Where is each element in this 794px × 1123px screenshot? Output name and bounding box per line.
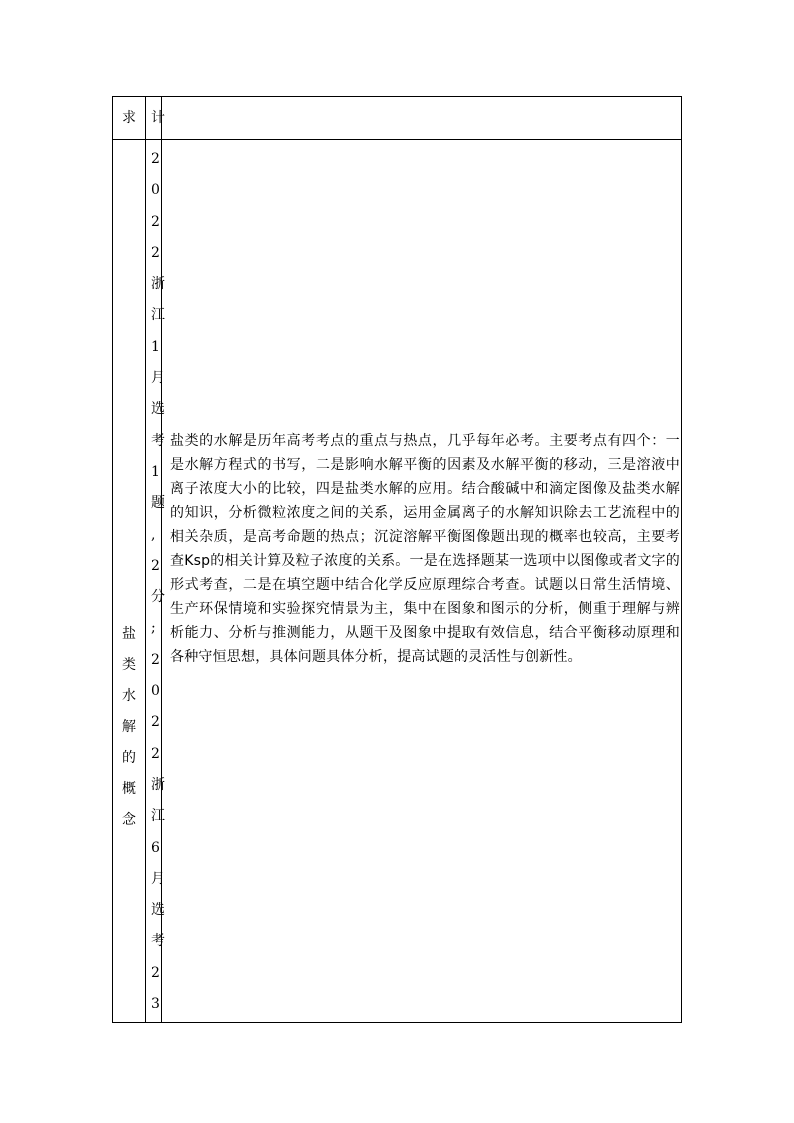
topic-cell	[113, 139, 145, 1022]
topic-char: 盐	[122, 626, 136, 642]
source-char: 2	[151, 213, 160, 230]
topic-char: 念	[122, 812, 136, 828]
source-char: 2	[151, 151, 160, 167]
source-char: 考	[151, 432, 165, 449]
source-char: 题	[151, 495, 165, 512]
source-char: 3	[151, 996, 160, 1013]
source-char: 0	[151, 683, 160, 700]
source-char: ;	[151, 620, 156, 637]
source-char: 2	[151, 745, 160, 762]
header-cell-requirement: 求	[122, 110, 136, 126]
row-divider	[113, 139, 681, 140]
source-char: 分	[151, 589, 165, 606]
source-char: 6	[151, 839, 160, 856]
source-char: 选	[151, 401, 165, 418]
source-char: 2	[151, 244, 160, 261]
source-char: 江	[151, 307, 165, 324]
source-char: 2	[151, 964, 160, 981]
source-char: 浙	[151, 776, 165, 793]
source-char: 1	[151, 338, 160, 355]
source-char: 2	[151, 714, 160, 731]
document-table	[112, 96, 682, 1023]
source-char: ,	[151, 526, 156, 543]
source-char: 考	[151, 933, 165, 950]
source-char: 1	[151, 463, 160, 480]
topic-char: 的	[122, 750, 136, 766]
topic-char: 概	[122, 781, 136, 797]
source-char: 月	[151, 370, 165, 387]
topic-char: 类	[122, 657, 136, 673]
topic-char: 解	[122, 719, 136, 735]
source-char: 月	[151, 870, 165, 887]
source-char: 2	[151, 651, 160, 668]
topic-title	[113, 619, 145, 836]
source-char: 选	[151, 902, 165, 919]
source-char: 2	[151, 557, 160, 574]
source-char: 0	[151, 182, 160, 199]
source-char: 浙	[151, 276, 165, 293]
source-char: 江	[151, 808, 165, 825]
header-cell-statistics: 计	[151, 110, 165, 126]
topic-char: 水	[122, 688, 136, 704]
exam-source-cell	[146, 151, 165, 1013]
description-text: 盐类的水解是历年高考考点的重点与热点，几乎每年必考。主要考点有四个：一是水解方程式的书写，二是影响水解平衡的因素及水解平衡的移动，三是溶液中离子浓度大小的比较，四是盐类水解的应用。结合酸碱中和滴定图像及盐类水解的知识，分析微粒浓度之间的关系，运用金属离子的水解知识除去工艺流程中的相关杂质，是高考命题的热点；沉淀溶解平衡图像题出现的概率也较高，主要考查Ksp的相关计算及粒子浓度的关系。一是在选择题某一选项中以图像或者文字的形式考查，二是在填空题中结合化学反应原理综合考查。试题以日常生活情境、生产环保情境和实验探究情景为主，集中在图象和图示的分析，侧重于理解与辨析能力、分析与推测能力，从题干及图象中提取有效信息，结合平衡移动原理和各种守恒思想，具体问题具体分析，提高试题的灵活性与创新性。	[170, 433, 680, 665]
